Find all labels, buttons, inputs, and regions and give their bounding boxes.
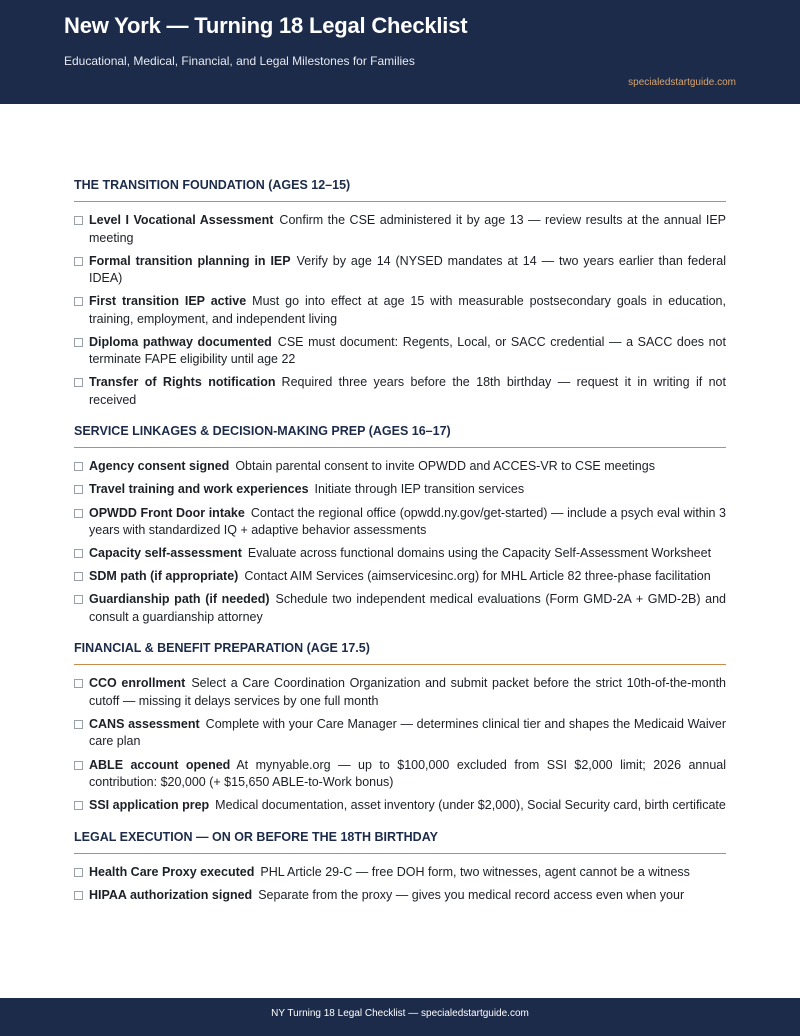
item-description: Complete with your Care Manager — determines clinical tier and shapes the Medicaid Waiver care plan — [89, 716, 727, 749]
checklist-content — [74, 172, 726, 913]
item-description: Medical documentation, asset inventory (under $2,000), Social Security card, birth certificate — [215, 798, 726, 813]
section-heading: SERVICE LINKAGES & DECISION-MAKING PREP (AGES 16–17) — [74, 418, 726, 448]
checklist-item — [74, 458, 726, 476]
item-title: Agency consent signed — [89, 459, 230, 474]
checkbox[interactable] — [74, 679, 83, 688]
item-description: Schedule two independent medical evaluations (Form GMD-2A + GMD-2B) and consult a guardianship attorney — [89, 592, 726, 624]
item-title: CCO enrollment — [89, 676, 186, 691]
checklist-item — [74, 887, 726, 905]
item-description: Contact AIM Services (aimservicesinc.org) for MHL Article 82 three-phase facilitation — [244, 569, 711, 584]
checklist-item — [74, 545, 726, 563]
page-title: New York — Turning 18 Legal Checklist — [64, 13, 468, 38]
section-legal-execution — [74, 824, 726, 905]
item-title: Diploma pathway documented — [89, 334, 272, 349]
item-description: Contact the regional office (opwdd.ny.gov/get-started) — include a psych eval within 3 years with standardized IQ + adaptive behavior assessments — [89, 505, 726, 538]
page-header — [0, 0, 800, 104]
item-title: Level I Vocational Assessment — [89, 213, 274, 227]
item-description: Select a Care Coordination Organization and submit packet before the strict 10th-of-the-month cutoff — missing it delays services by one full month — [89, 676, 726, 708]
item-description: PHL Article 29-C — free DOH form, two witnesses, agent cannot be a witness — [260, 864, 690, 879]
checkbox[interactable] — [74, 761, 83, 770]
checkbox[interactable] — [74, 257, 83, 266]
checklist-item — [74, 293, 726, 328]
item-title: Health Care Proxy executed — [89, 864, 255, 879]
checkbox[interactable] — [74, 509, 83, 518]
item-title: HIPAA authorization signed — [89, 887, 253, 902]
checkbox[interactable] — [74, 572, 83, 581]
site-url: specialedstartguide.com — [628, 77, 736, 88]
checklist-item — [74, 757, 726, 792]
item-title: OPWDD Front Door intake — [89, 505, 245, 520]
item-title: Travel training and work experiences — [89, 482, 309, 497]
checkbox[interactable] — [74, 297, 83, 306]
item-title: Formal transition planning in IEP — [89, 253, 291, 268]
checkbox[interactable] — [74, 595, 83, 604]
checkbox[interactable] — [74, 801, 83, 810]
page-subtitle: Educational, Medical, Financial, and Legal Milestones for Families — [64, 54, 415, 68]
section-service-linkages — [74, 418, 726, 626]
page-footer — [0, 998, 800, 1036]
checklist-item — [74, 716, 726, 751]
item-description: Separate from the proxy — gives you medical record access even when your — [258, 887, 685, 902]
checklist-item — [74, 334, 726, 369]
checklist-item — [74, 374, 726, 409]
item-title: Transfer of Rights notification — [89, 375, 276, 390]
section-heading: LEGAL EXECUTION — ON OR BEFORE THE 18TH BIRTHDAY — [74, 824, 726, 854]
checkbox[interactable] — [74, 462, 83, 471]
item-description: Must go into effect at age 15 with measurable postsecondary goals in education, training, employment, and independent living — [89, 294, 726, 326]
section-financial-benefit — [74, 635, 726, 814]
item-title: SSI application prep — [89, 798, 210, 813]
checkbox[interactable] — [74, 868, 83, 877]
checkbox[interactable] — [74, 720, 83, 729]
checkbox[interactable] — [74, 378, 83, 387]
item-title: First transition IEP active — [89, 294, 247, 309]
checkbox[interactable] — [74, 891, 83, 900]
item-description: Evaluate across functional domains using the Capacity Self-Assessment Worksheet — [247, 546, 712, 561]
section-heading: FINANCIAL & BENEFIT PREPARATION (AGE 17.5) — [74, 635, 726, 665]
footer-text: NY Turning 18 Legal Checklist — specialedstartguide.com — [271, 1008, 529, 1019]
checkbox[interactable] — [74, 549, 83, 558]
checkbox[interactable] — [74, 216, 83, 225]
checklist-item — [74, 864, 726, 882]
item-title: Guardianship path (if needed) — [89, 592, 270, 607]
checklist-item — [74, 505, 726, 540]
item-description: At mynyable.org — up to $100,000 excluded from SSI $2,000 limit; 2026 annual contribution: $20,000 (+ $15,650 ABLE-to-Work bonus) — [89, 757, 727, 790]
item-title: Capacity self-assessment — [89, 546, 242, 561]
item-title: SDM path (if appropriate) — [89, 569, 239, 584]
section-heading: THE TRANSITION FOUNDATION (AGES 12–15) — [74, 172, 726, 202]
item-description: CSE must document: Regents, Local, or SACC credential — a SACC does not terminate FAPE eligibility until age 22 — [89, 334, 726, 367]
item-description: Verify by age 14 (NYSED mandates at 14 — two years earlier than federal IDEA) — [89, 253, 726, 286]
item-title: CANS assessment — [89, 716, 200, 731]
item-description: Obtain parental consent to invite OPWDD and ACCES-VR to CSE meetings — [235, 459, 655, 474]
checklist-item — [74, 568, 726, 586]
checklist-item — [74, 212, 726, 247]
checklist-item — [74, 253, 726, 288]
item-title: ABLE account opened — [89, 757, 231, 772]
checkbox[interactable] — [74, 485, 83, 494]
item-description: Confirm the CSE administered it by age 13 — review results at the annual IEP meeting — [89, 213, 726, 245]
checklist-item — [74, 797, 726, 815]
checkbox[interactable] — [74, 338, 83, 347]
section-transition-foundation — [74, 172, 726, 409]
checklist-item — [74, 675, 726, 710]
item-description: Required three years before the 18th birthday — request it in writing if not received — [89, 375, 726, 407]
checklist-item — [74, 481, 726, 499]
checklist-item — [74, 591, 726, 626]
item-description: Initiate through IEP transition services — [314, 482, 525, 497]
